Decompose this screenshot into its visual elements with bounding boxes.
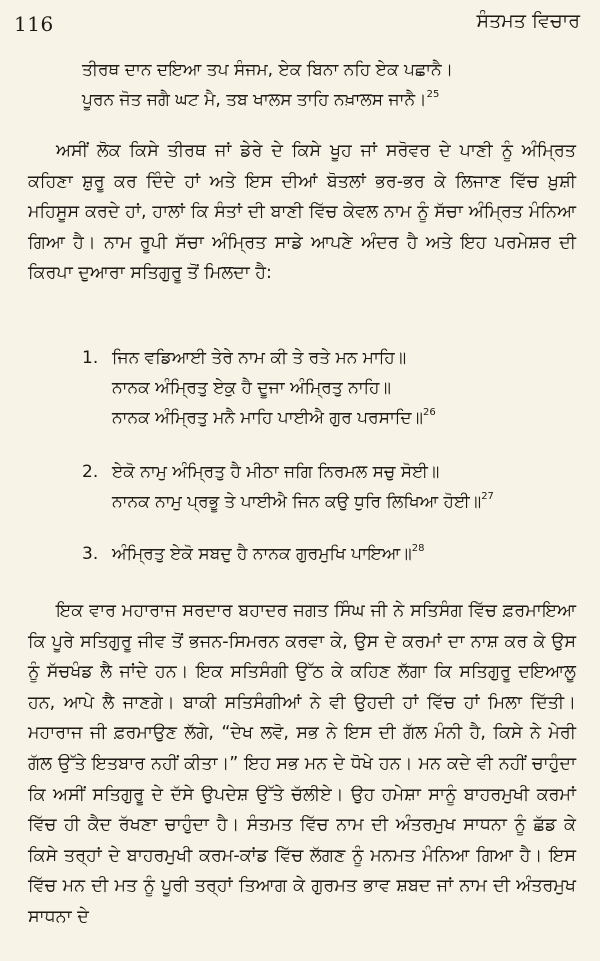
paragraph-2: ਇਕ ਵਾਰ ਮਹਾਰਾਜ ਸਰਦਾਰ ਬਹਾਦਰ ਜਗਤ ਸਿੰਘ ਜੀ ਨੇ ਸਤਿਸੰਗ ਵਿੱਚ ਫ਼ਰਮਾਇਆ ਕਿ ਪੂਰੇ ਸਤਿਗੁਰੂ ਜੀਵ ਤੋਂ ਭਜਨ-ਸਿਮਰਨ ਕਰਵਾ ਕੇ, ਉਸ ਦੇ ਕਰਮਾਂ ਦਾ ਨਾਸ਼ ਕਰ ਕੇ ਉਸ ਨੂੰ ਸੱਚਖੰਡ ਲੈ ਜਾਂਦੇ ਹਨ। ਇਕ ਸਤਿਸੰਗੀ ਉੱਠ ਕੇ ਕਹਿਣ ਲੱਗਾ ਕਿ ਸਤਿਗੁਰੂ ਦਇਆਲੂ ਹਨ, ਆਪੇ ਲੈ ਜਾਣਗੇ। ਬਾਕੀ ਸਤਿਸੰਗੀਆਂ ਨੇ ਵੀ ਉਹਦੀ ਹਾਂ ਵਿੱਚ ਹਾਂ ਮਿਲਾ ਦਿੱਤੀ। ਮਹਾਰਾਜ ਜੀ ਫ਼ਰਮਾਉਣ ਲੱਗੇ, “ਦੇਖ ਲਵੋ, ਸਭ ਨੇ ਇਸ ਦੀ ਗੱਲ ਮੰਨੀ ਹੈ, ਕਿਸੇ ਨੇ ਮੇਰੀ ਗੱਲ ਉੱਤੇ ਇਤਬਾਰ ਨਹੀਂ ਕੀਤਾ।” ਇਹ ਸਭ ਮਨ ਦੇ ਧੋਖੇ ਹਨ। ਮਨ ਕਦੇ ਵੀ ਨਹੀਂ ਚਾਹੁੰਦਾ ਕਿ ਅਸੀਂ ਸਤਿਗੁਰੂ ਦੇ ਦੱਸੇ ਉਪਦੇਸ਼ ਉੱਤੇ ਚੱਲੀਏ। ਉਹ ਹਮੇਸ਼ਾ ਸਾਨੂੰ ਬਾਹਰਮੁਖੀ ਕਰਮਾਂ ਵਿੱਚ ਹੀ ਕੈਦ ਰੱਖਣਾ ਚਾਹੁੰਦਾ ਹੈ। ਸੰਤਮਤ ਵਿੱਚ ਨਾਮ ਦੀ ਅੰਤਰਮੁਖ ਸਾਧਨਾ ਨੂੰ ਛੱਡ ਕੇ ਕਿਸੇ ਤਰ੍ਹਾਂ ਦੇ ਬਾਹਰਮੁਖੀ ਕਰਮ-ਕਾਂਡ ਵਿੱਚ ਲੱਗਣ ਨੂੰ ਮਨਮਤ ਮੰਨਿਆ ਗਿਆ ਹੈ। ਇਸ ਵਿੱਚ ਮਨ ਦੀ ਮਤ ਨੂੰ ਪੂਰੀ ਤਰ੍ਹਾਂ ਤਿਆਗ ਕੇ ਗੁਰਮਤ ਭਾਵ ਸ਼ਬਦ ਜਾਂ ਨਾਮ ਦੀ ਅੰਤਰਮੁਖ ਸਾਧਨਾ ਦੇ [28,601,576,927]
quote-2-line-1-text: ਏਕੋ ਨਾਮੁ ਅੰਮ੍ਰਿਤੁ ਹੈ ਮੀਠਾ ਜਗਿ ਨਿਰਮਲ ਸਚੁ ਸੋਈ॥ [112,462,440,482]
quote-3-line-1 [82,540,424,571]
quote-1-line-3 [112,404,436,435]
quote-1-line-2-text: ਨਾਨਕ ਅੰਮ੍ਰਿਤੁ ਏਕੁ ਹੈ ਦੂਜਾ ਅੰਮ੍ਰਿਤੁ ਨਾਹਿ॥ [112,378,391,398]
quote-2-line-1 [82,458,439,486]
footnote-ref-26: 26 [423,407,436,418]
footnote-ref-25: 25 [426,89,440,100]
opening-verse-line-2-text: ਪੂਰਨ ਜੋਤ ਜਗੈ ਘਟ ਮੈ, ਤਬ ਖਾਲਸ ਤਾਹਿ ਨਖ਼ਾਲਸ ਜਾਨੈ। [82,90,427,110]
quote-1-line-1 [82,344,406,372]
quote-2-line-2 [112,488,494,519]
opening-verse-line-1 [82,56,453,84]
quote-2-line-2-text: ਨਾਨਕ ਨਾਮੁ ਪ੍ਰਭੂ ਤੇ ਪਾਈਐ ਜਿਨ ਕਉ ਧੁਰਿ ਲਿਖਿਆ ਹੋਈ॥ [112,492,482,512]
quote-1-line-3-text: ਨਾਨਕ ਅੰਮ੍ਰਿਤੁ ਮਨੈ ਮਾਹਿ ਪਾਈਐ ਗੁਰ ਪਰਸਾਦਿ॥ [112,408,424,428]
quote-2-number: 2. [82,462,99,482]
footnote-ref-28: 28 [411,543,425,554]
opening-verse-line-1-text: ਤੀਰਥ ਦਾਨ ਦਇਆ ਤਪ ਸੰਜਮ, ਏਕ ਬਿਨਾ ਨਹਿ ਏਕ ਪਛਾਨੈ। [82,60,454,80]
quote-1-line-2 [112,374,391,402]
page-number: 116 [14,12,54,36]
running-title: ਸੰਤਮਤ ਵਿਚਾਰ [476,10,580,32]
opening-verse-line-2 [82,86,439,117]
quote-3-line-1-text: ਅੰਮ੍ਰਿਤੁ ਏਕੋ ਸਬਦੁ ਹੈ ਨਾਨਕ ਗੁਰਮੁਖਿ ਪਾਇਆ॥ [112,544,412,564]
footnote-ref-27: 27 [481,491,494,502]
quote-1-line-1-text: ਜਿਨ ਵਡਿਆਈ ਤੇਰੇ ਨਾਮ ਕੀ ਤੇ ਰਤੇ ਮਨ ਮਾਹਿ॥ [112,348,407,368]
paragraph-1: ਅਸੀਂ ਲੋਕ ਕਿਸੇ ਤੀਰਥ ਜਾਂ ਡੇਰੇ ਦੇ ਕਿਸੇ ਖੂਹ ਜਾਂ ਸਰੋਵਰ ਦੇ ਪਾਣੀ ਨੂੰ ਅੰਮ੍ਰਿਤ ਕਹਿਣਾ ਸ਼ੁਰੂ ਕਰ ਦਿੰਦੇ ਹਾਂ ਅਤੇ ਇਸ ਦੀਆਂ ਬੋਤਲਾਂ ਭਰ-ਭਰ ਕੇ ਲਿਜਾਣ ਵਿੱਚ ਖ਼ੁਸ਼ੀ ਮਹਿਸੂਸ ਕਰਦੇ ਹਾਂ, ਹਾਲਾਂ ਕਿ ਸੰਤਾਂ ਦੀ ਬਾਣੀ ਵਿੱਚ ਕੇਵਲ ਨਾਮ ਨੂੰ ਸੱਚਾ ਅੰਮ੍ਰਿਤ ਮੰਨਿਆ ਗਿਆ ਹੈ। ਨਾਮ ਰੂਪੀ ਸੱਚਾ ਅੰਮ੍ਰਿਤ ਸਾਡੇ ਆਪਣੇ ਅੰਦਰ ਹੈ ਅਤੇ ਇਹ ਪਰਮੇਸ਼ਰ ਦੀ ਕਿਰਪਾ ਦੁਆਰਾ ਸਤਿਗੁਰੂ ਤੋਂ ਮਿਲਦਾ ਹੈ: [28,141,576,284]
quote-3-number: 3. [82,544,99,564]
quote-1-number: 1. [82,348,99,368]
